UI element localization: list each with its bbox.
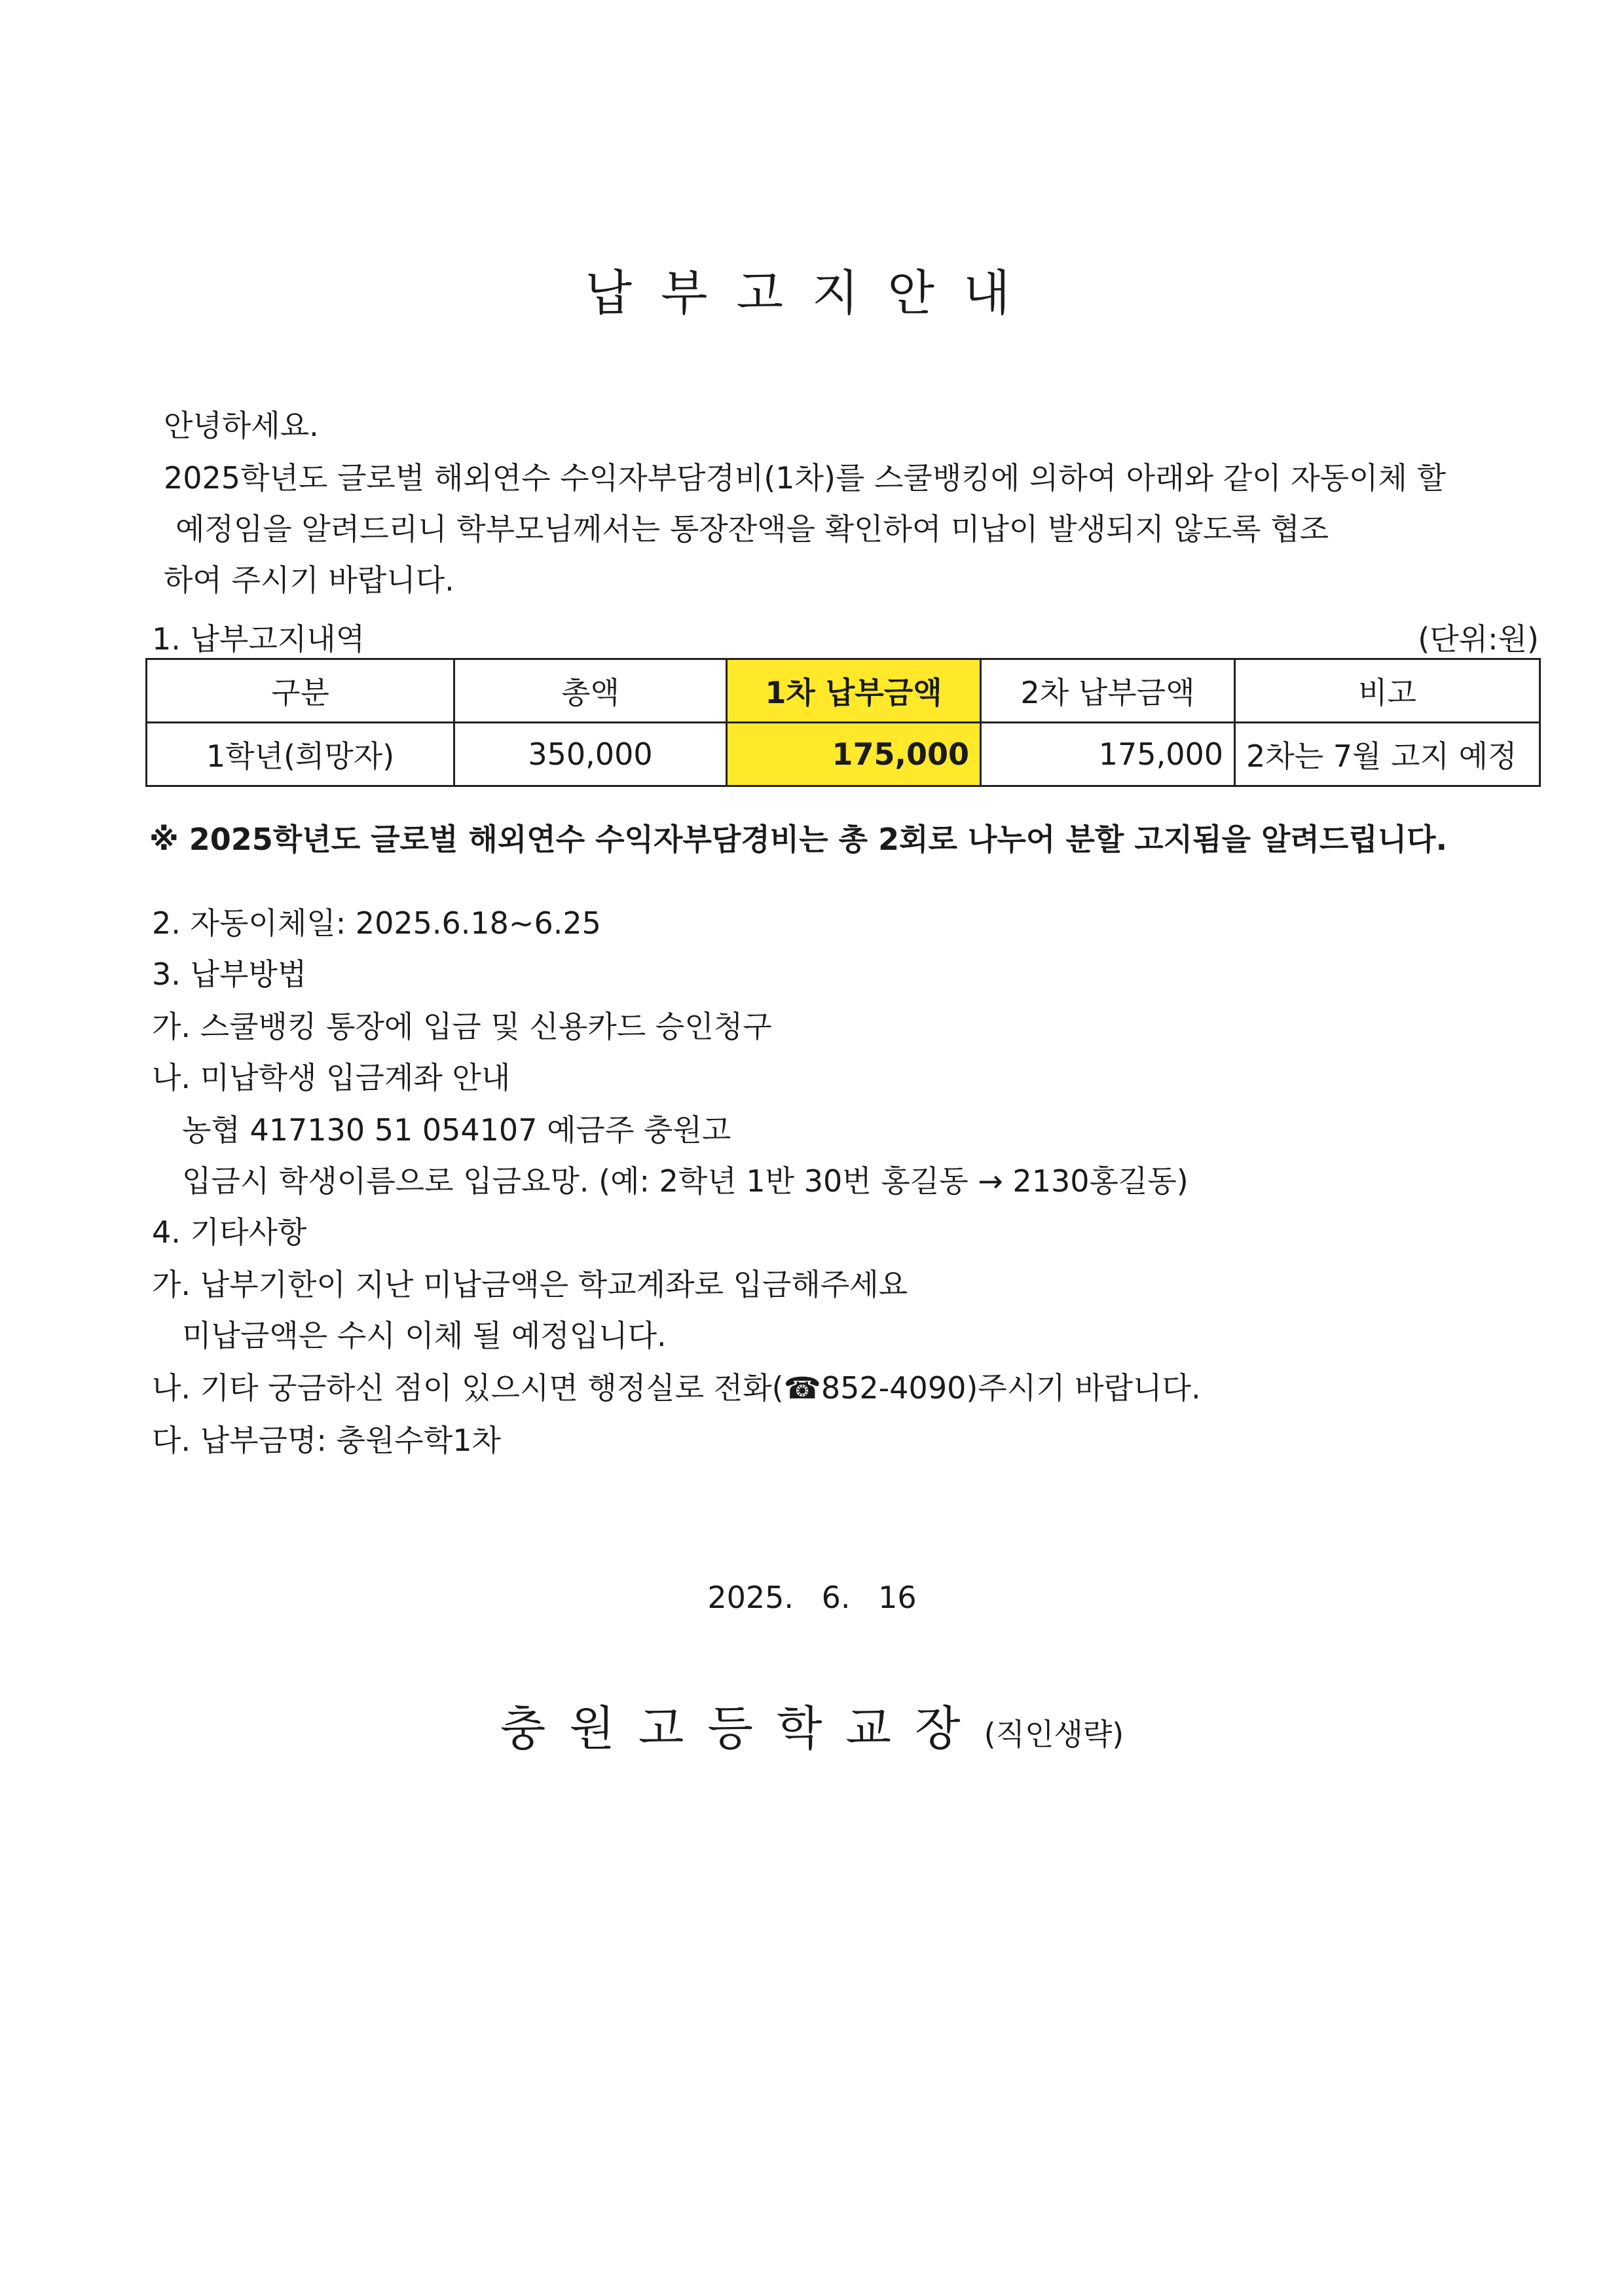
section-1-heading: 1. 납부고지내역 xyxy=(152,621,365,657)
cell-first-payment: 175,000 xyxy=(727,723,981,786)
payment-method-item-ga: 가. 스쿨뱅킹 통장에 입금 및 신용카드 승인청구 xyxy=(152,1009,772,1044)
cell-second-payment: 175,000 xyxy=(981,723,1235,786)
header-second-payment: 2차 납부금액 xyxy=(981,659,1235,723)
fee-table xyxy=(145,658,1541,787)
header-category: 구분 xyxy=(147,659,454,723)
signature-line xyxy=(0,1696,1624,1767)
bank-account: 농협 417130 51 054107 예금주 충원고 xyxy=(182,1112,731,1148)
section-3-heading: 3. 납부방법 xyxy=(152,957,307,992)
greeting: 안녕하세요. xyxy=(164,408,319,443)
table-header-row xyxy=(147,659,1540,723)
misc-item-ga-cont: 미납금액은 수시 이체 될 예정입니다. xyxy=(182,1318,667,1353)
table-row xyxy=(147,723,1540,786)
section-2-heading: 2. 자동이체일: 2025.6.18~6.25 xyxy=(152,905,601,941)
intro-line-3: 하여 주시기 바랍니다. xyxy=(164,562,454,598)
intro-line-1: 2025학년도 글로벌 해외연수 수익자부담경비(1차)를 스쿨뱅킹에 의하여 아래와 같이 자동이체 할 xyxy=(164,460,1446,496)
header-first-payment: 1차 납부금액 xyxy=(727,659,981,723)
header-total: 총액 xyxy=(454,659,727,723)
section-4-heading: 4. 기타사항 xyxy=(152,1214,307,1250)
unit-label: (단위:원) xyxy=(1418,621,1539,657)
document-title: 납부고지안내 xyxy=(585,265,1039,321)
document-date: 2025. 6. 16 xyxy=(707,1580,917,1615)
intro-line-2: 예정임을 알려드리니 학부모님께서는 통장잔액을 확인하여 미납이 발생되지 않도록 협조 xyxy=(175,511,1329,547)
misc-item-da: 다. 납부금명: 충원수학1차 xyxy=(152,1423,501,1458)
cell-total: 350,000 xyxy=(454,723,727,786)
misc-item-na: 나. 기타 궁금하신 점이 있으시면 행정실로 전화(☎852-4090)주시기 바랍니다. xyxy=(152,1370,1201,1406)
seal-note: (직인생략) xyxy=(984,1717,1124,1752)
header-remarks: 비고 xyxy=(1235,659,1540,723)
principal-name: 충원고등학교장 xyxy=(500,1701,984,1756)
cell-category: 1학년(희망자) xyxy=(147,723,454,786)
deposit-note: 입금시 학생이름으로 입금요망. (예: 2학년 1반 30번 홍길동 → 2130홍길동) xyxy=(182,1163,1189,1199)
cell-remarks: 2차는 7월 고지 예정 xyxy=(1235,723,1540,786)
payment-method-item-na: 나. 미납학생 입금계좌 안내 xyxy=(152,1060,511,1095)
installment-notice: ※ 2025학년도 글로벌 해외연수 수익자부담경비는 총 2회로 나누어 분할 고지됨을 알려드립니다. xyxy=(149,822,1448,857)
misc-item-ga: 가. 납부기한이 지난 미납금액은 학교계좌로 입금해주세요 xyxy=(152,1267,908,1302)
